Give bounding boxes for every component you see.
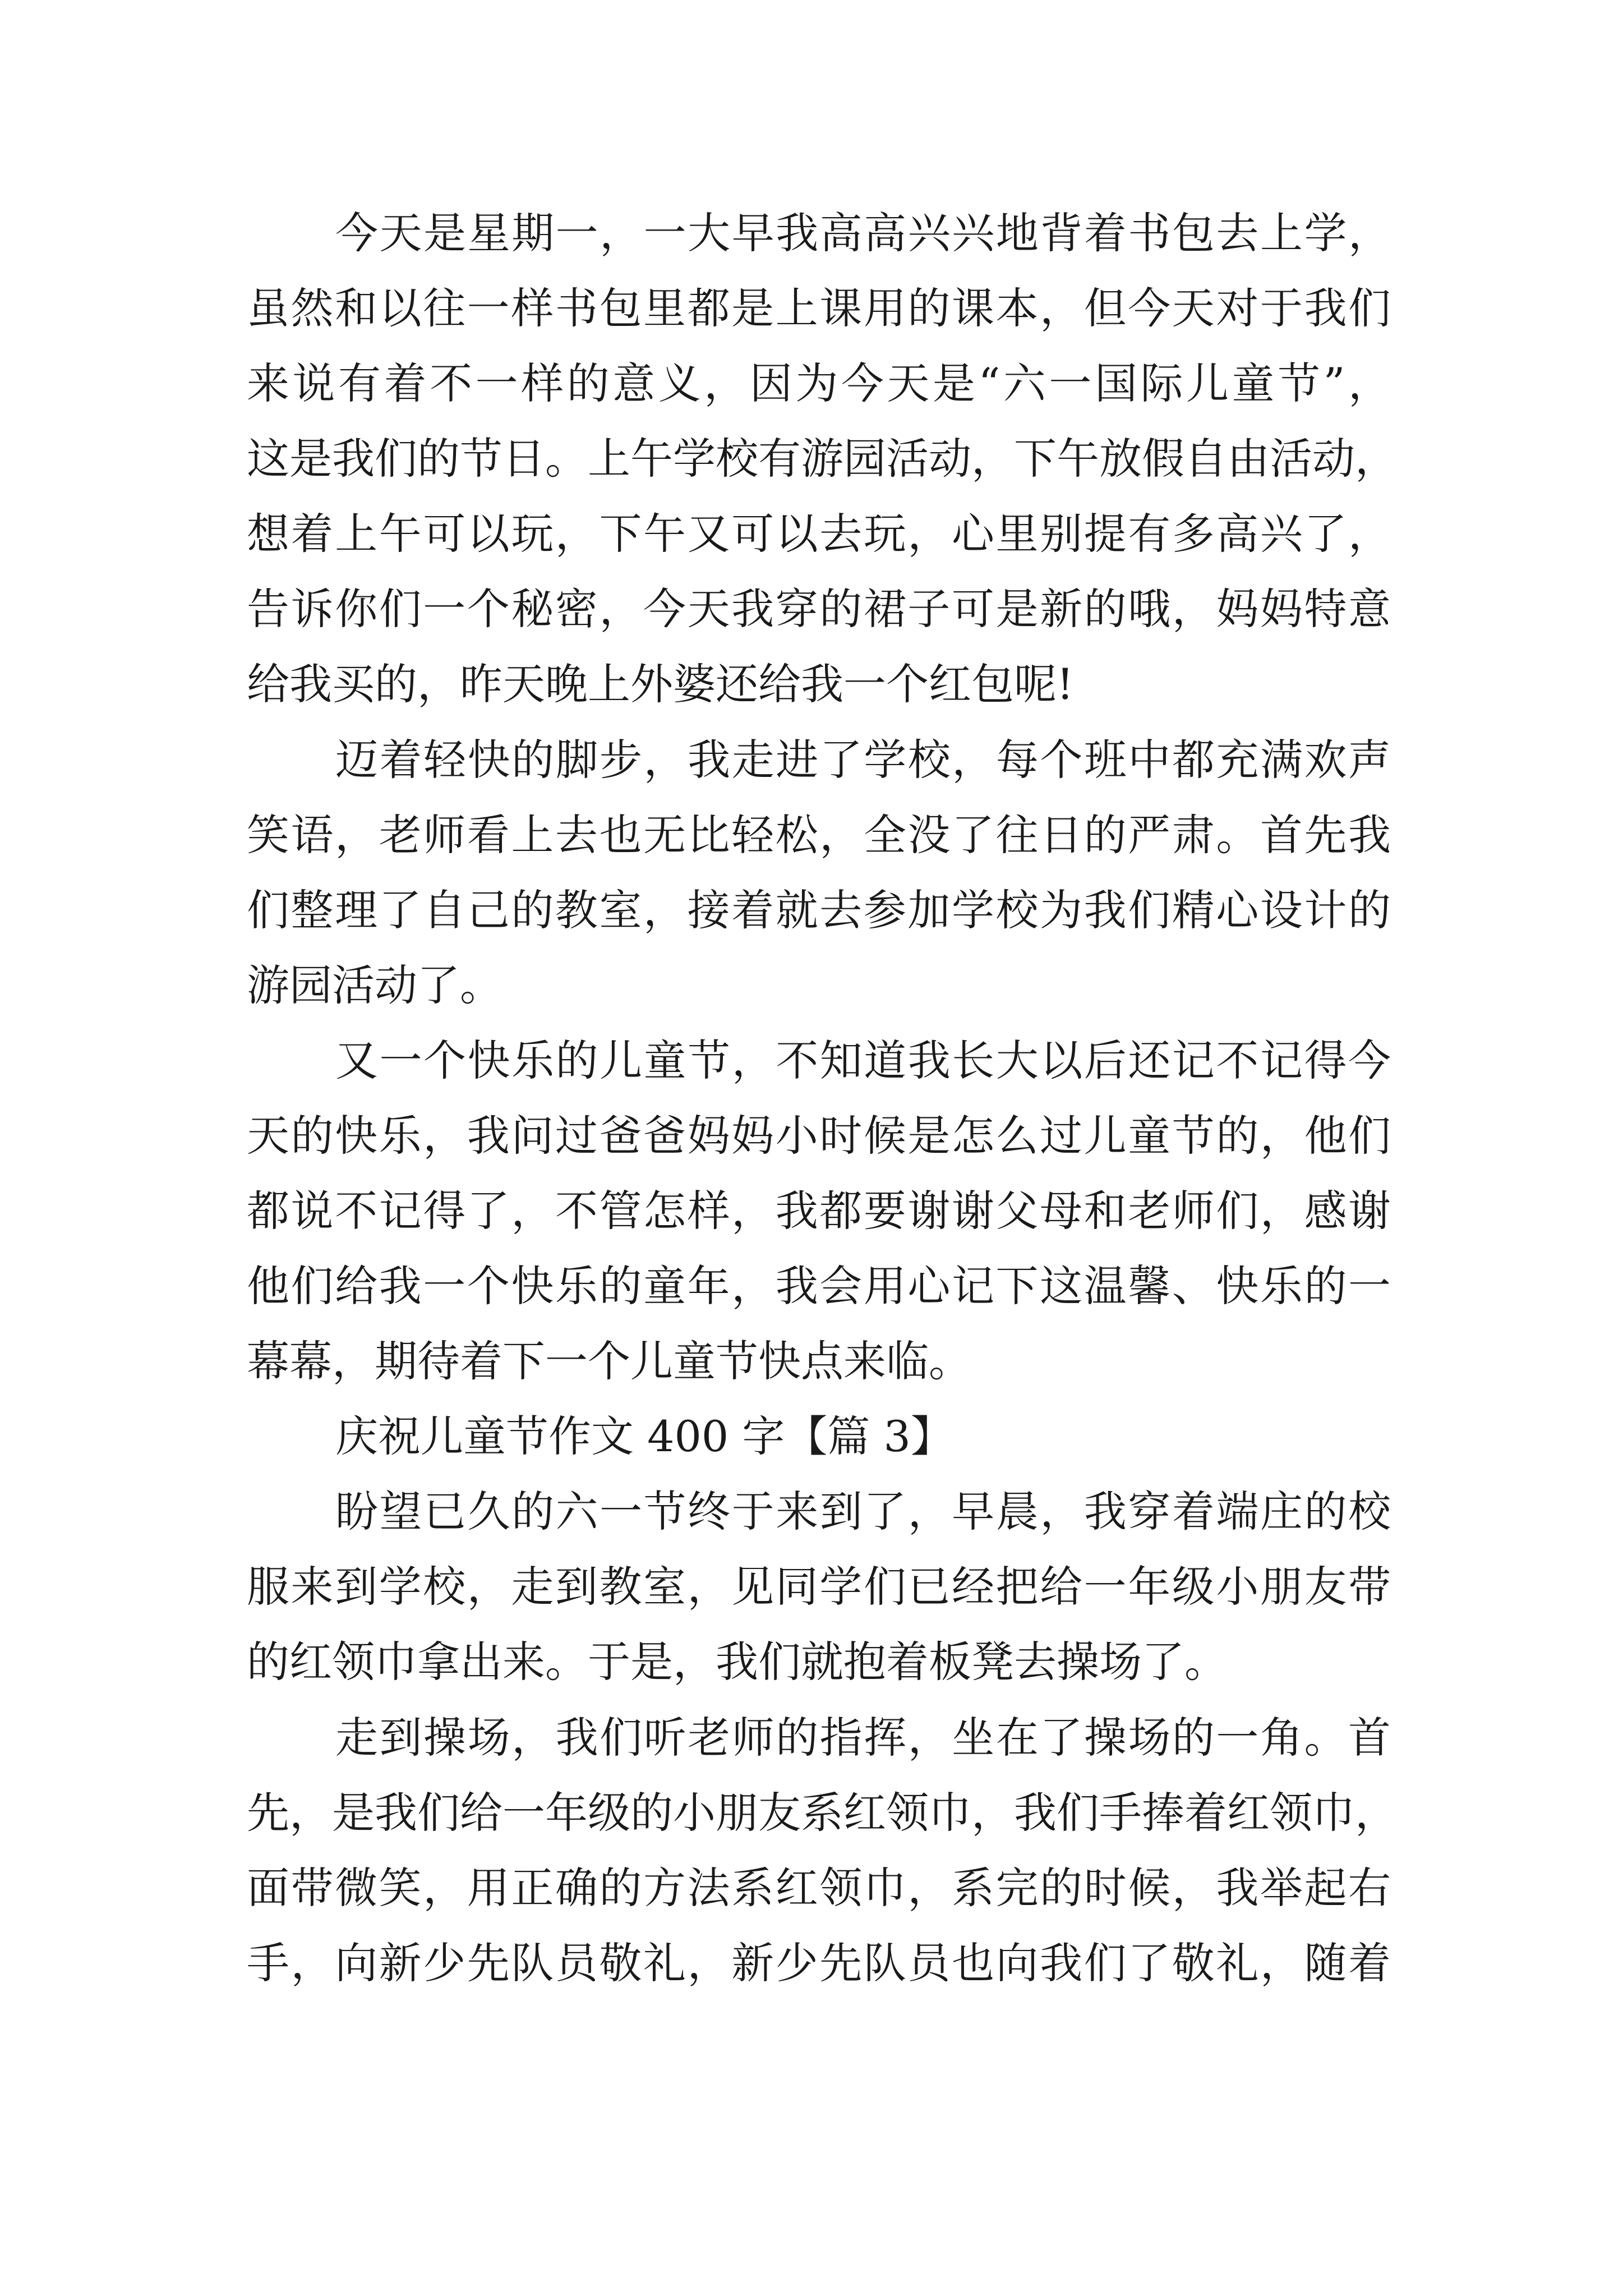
text-line: 虽然和以往一样书包里都是上课用的课本，但今天对于我们: [247, 283, 1391, 333]
text-line: 告诉你们一个秘密，今天我穿的裙子可是新的哦，妈妈特意: [247, 584, 1391, 634]
text-line: 又一个快乐的儿童节，不知道我长大以后还记不记得今: [335, 1036, 1391, 1085]
text-line: 来说有着不一样的意义，因为今天是“六一国际儿童节”，: [247, 358, 1391, 408]
text-line: 的红领巾拿出来。于是，我们就抱着板凳去操场了。: [247, 1637, 1227, 1687]
text-line: 面带微笑，用正确的方法系红领巾，系完的时候，我举起右: [247, 1863, 1391, 1913]
section-heading: 庆祝儿童节作文 400 字【篇 3】: [335, 1411, 953, 1461]
text-line: 盼望已久的六一节终于来到了，早晨，我穿着端庄的校: [335, 1487, 1391, 1536]
text-line: 他们给我一个快乐的童年，我会用心记下这温馨、快乐的一: [247, 1261, 1391, 1311]
text-line: 走到操场，我们听老师的指挥，坐在了操场的一角。首: [335, 1713, 1391, 1763]
text-line: 游园活动了。: [247, 960, 502, 1010]
text-line: 笑语，老师看上去也无比轻松，全没了往日的严肃。首先我: [247, 810, 1391, 860]
text-line: 给我买的，昨天晚上外婆还给我一个红包呢!: [247, 659, 1074, 709]
text-line: 幕幕，期待着下一个儿童节快点来临。: [247, 1336, 971, 1386]
text-line: 们整理了自己的教室，接着就去参加学校为我们精心设计的: [247, 885, 1391, 935]
text-line: 先，是我们给一年级的小朋友系红领巾，我们手捧着红领巾，: [247, 1788, 1398, 1838]
text-line: 都说不记得了，不管怎样，我都要谢谢父母和老师们，感谢: [247, 1186, 1391, 1236]
text-line: 迈着轻快的脚步，我走进了学校，每个班中都充满欢声: [335, 735, 1391, 785]
text-line: 今天是星期一，一大早我高高兴兴地背着书包去上学，: [335, 208, 1391, 258]
text-line: 这是我们的节日。上午学校有游园活动，下午放假自由活动，: [247, 434, 1398, 484]
text-line: 服来到学校，走到教室，见同学们已经把给一年级小朋友带: [247, 1562, 1391, 1612]
text-line: 手，向新少先队员敬礼，新少先队员也向我们了敬礼，随着: [247, 1938, 1391, 1988]
text-line: 天的快乐，我问过爸爸妈妈小时候是怎么过儿童节的，他们: [247, 1111, 1391, 1161]
text-line: 想着上午可以玩，下午又可以去玩，心里别提有多高兴了，: [247, 509, 1391, 559]
